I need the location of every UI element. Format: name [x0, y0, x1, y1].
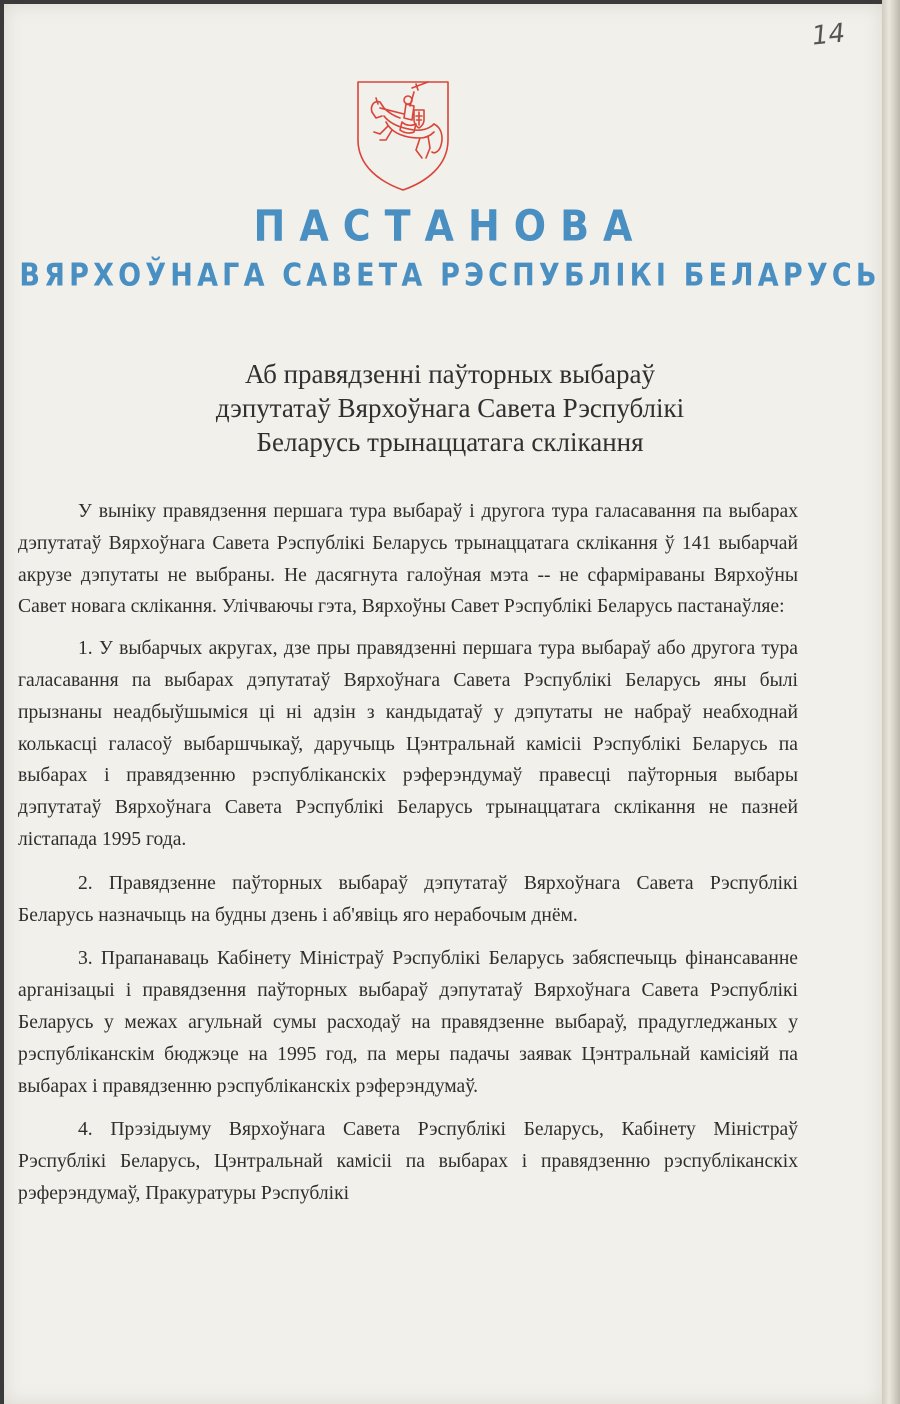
heading-line: Аб правядзенні паўторных выбараў	[244, 359, 656, 389]
paragraph-item-4: 4. Прэзідыуму Вярхоўнага Савета Рэспублікі Беларусь, Кабінету Міністраў Рэспублікі Беларусь, Цэнтральнай камісіі па выбарах і правядзенню рэспубліканскіх рэферэндумаў, Пракуратуры Рэспублікі	[18, 1119, 798, 1204]
paragraph-preamble: У выніку правядзення першага тура выбараў і другога тура галасавання па выбарах дэпутатаў Вярхоўнага Савета Рэспублікі Беларусь трынаццатага склікання ў 141 выбарчай акрузе дэпутаты не выбраны. Не дасягнута галоўная мэта -- не сфарміраваны Вярхоўны Савет новага склікання. Улічваючы гэта, Вярхоўны Савет Рэспублікі Беларусь пастанаўляе:	[18, 501, 798, 618]
document-body	[18, 496, 798, 1222]
page-number: 14	[810, 18, 847, 52]
document-title: ПАСТАНОВА	[253, 201, 647, 251]
paragraph-item-1: 1. У выбарчых акругах, дзе пры правядзенні першага тура выбараў або другога тура галасавання па выбарах дэпутатаў Вярхоўнага Савета Рэспублікі Беларусь яны былі прызнаны неадбыўшыміся ці ні адзін з кандыдатаў у дэпутаты не набраў неабходнай колькасці галасоў выбаршчыкаў, даручыць Цэнтральнай камісіі Рэспублікі Беларусь па выбарах і правядзенню рэспубліканскіх рэферэндумаў правесці паўторныя выбары дэпутатаў Вярхоўнага Савета Рэспублікі Беларусь трынаццатага склікання не пазней лістапада 1995 года.	[18, 638, 798, 850]
paragraph-item-2: 2. Правядзенне паўторных выбараў дэпутатаў Вярхоўнага Савета Рэспублікі Беларусь назначыць на будны дзень і аб'явіць яго нерабочым днём.	[18, 872, 798, 926]
issuing-authority: ВЯРХОЎНАГА САВЕТА РЭСПУБЛІКІ БЕЛАРУСЬ	[19, 257, 881, 294]
heading-line: дэпутатаў Вярхоўнага Савета Рэспублікі	[215, 393, 685, 423]
resolution-heading	[120, 357, 780, 459]
paragraph-item-3: 3. Прапанаваць Кабінету Міністраў Рэспублікі Беларусь забяспечыць фінансаванне арганізацыі і правядзення паўторных выбараў дэпутатаў Вярхоўнага Савета Рэспублікі Беларусь у межах агульнай сумы расходаў на правядзенне выбараў, прадугледжаных у рэспубліканскім бюджэце на 1995 год, па меры падачы заявак Цэнтральнай камісіяй па выбарах і правядзенню рэспубліканскіх рэферэндумаў.	[18, 948, 798, 1097]
pahonia-emblem-icon	[354, 78, 452, 194]
heading-line: Беларусь трынаццатага склікання	[256, 427, 644, 457]
